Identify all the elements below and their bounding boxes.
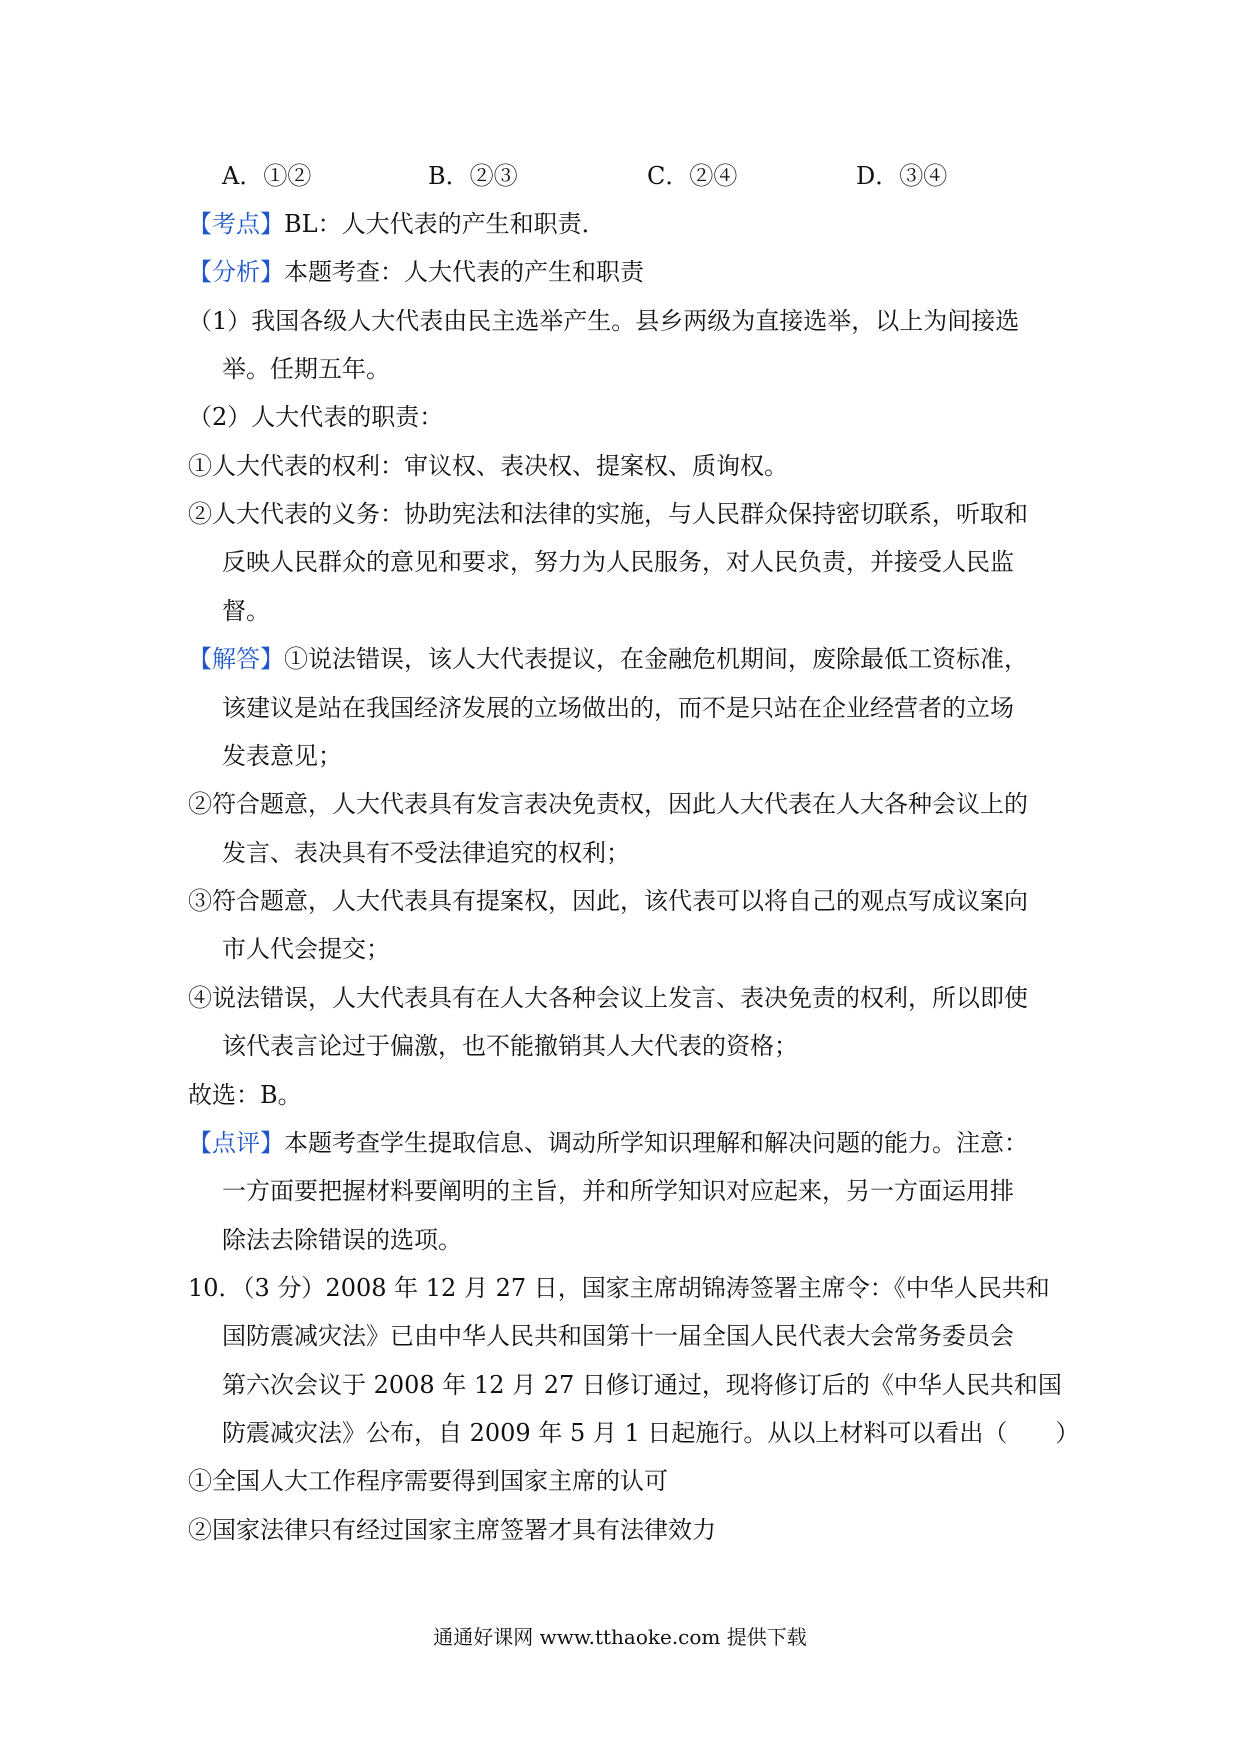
fenxi-para: （2）人大代表的职责：	[188, 403, 444, 431]
fenxi-para: ②人大代表的义务：协助宪法和法律的实施，与人民群众保持密切联系，听取和	[188, 500, 1028, 528]
jieda-para: 发表意见；	[222, 742, 342, 770]
fenxi-para: 反映人民群众的意见和要求，努力为人民服务，对人民负责，并接受人民监	[222, 548, 1014, 576]
jieda-line	[188, 644, 1028, 674]
option-c: C．②④	[647, 162, 738, 190]
jieda-para: ④说法错误，人大代表具有在人大各种会议上发言、表决免责的权利，所以即使	[188, 984, 1028, 1012]
question-10-stem: 防震减灾法》公布，自 2009 年 5 月 1 日起施行。从以上材料可以看出（ ）	[222, 1419, 1080, 1447]
fenxi-para: 督。	[222, 597, 270, 625]
question-10-stem: 10．（3 分）2008 年 12 月 27 日，国家主席胡锦涛签署主席令：《中华人民共和	[188, 1274, 1050, 1302]
jieda-para: 发言、表决具有不受法律追究的权利；	[222, 839, 630, 867]
answer-choice: 故选：B。	[188, 1081, 302, 1109]
option-b: B．②③	[428, 162, 518, 190]
question-10-option: ①全国人大工作程序需要得到国家主席的认可	[188, 1467, 668, 1495]
dianping-tag: 【点评】	[188, 1129, 284, 1157]
question-10-stem: 第六次会议于 2008 年 12 月 27 日修订通过，现将修订后的《中华人民共和国	[222, 1371, 1062, 1399]
footer-credit: 通通好课网 www.tthaoke.com 提供下载	[433, 1625, 807, 1649]
jieda-para: 市人代会提交；	[222, 935, 390, 963]
dianping-para: 除法去除错误的选项。	[222, 1226, 462, 1254]
jieda-para: ③符合题意，人大代表具有提案权，因此，该代表可以将自己的观点写成议案向	[188, 887, 1028, 915]
dianping-line	[188, 1128, 1028, 1158]
fenxi-para: （1）我国各级人大代表由民主选举产生。县乡两级为直接选举，以上为间接选	[188, 307, 1020, 335]
fenxi-para: ①人大代表的权利：审议权、表决权、提案权、质询权。	[188, 452, 788, 480]
kaodian-line	[188, 209, 606, 239]
fenxi-tag: 【分析】	[188, 258, 284, 286]
dianping-para: 一方面要把握材料要阐明的主旨，并和所学知识对应起来，另一方面运用排	[222, 1177, 1014, 1205]
jieda-para: ②符合题意，人大代表具有发言表决免责权，因此人大代表在人大各种会议上的	[188, 790, 1028, 818]
kaodian-tag: 【考点】	[188, 210, 284, 238]
option-a: A．①②	[222, 162, 312, 190]
fenxi-para: 举。任期五年。	[222, 355, 390, 383]
question-10-stem: 国防震减灾法》已由中华人民共和国第十一届全国人民代表大会常务委员会	[222, 1322, 1014, 1350]
fenxi-text: 本题考查：人大代表的产生和职责	[284, 258, 644, 286]
fenxi-line	[188, 257, 644, 287]
jieda-text: ①说法错误，该人大代表提议，在金融危机期间，废除最低工资标准，	[284, 645, 1028, 673]
option-d: D．③④	[856, 162, 948, 190]
jieda-para: 该建议是站在我国经济发展的立场做出的，而不是只站在企业经营者的立场	[222, 694, 1014, 722]
kaodian-text: BL：人大代表的产生和职责．	[284, 210, 606, 238]
question-10-option: ②国家法律只有经过国家主席签署才具有法律效力	[188, 1516, 716, 1544]
jieda-para: 该代表言论过于偏激，也不能撤销其人大代表的资格；	[222, 1032, 798, 1060]
jieda-tag: 【解答】	[188, 645, 284, 673]
dianping-text: 本题考查学生提取信息、调动所学知识理解和解决问题的能力。注意：	[284, 1129, 1028, 1157]
